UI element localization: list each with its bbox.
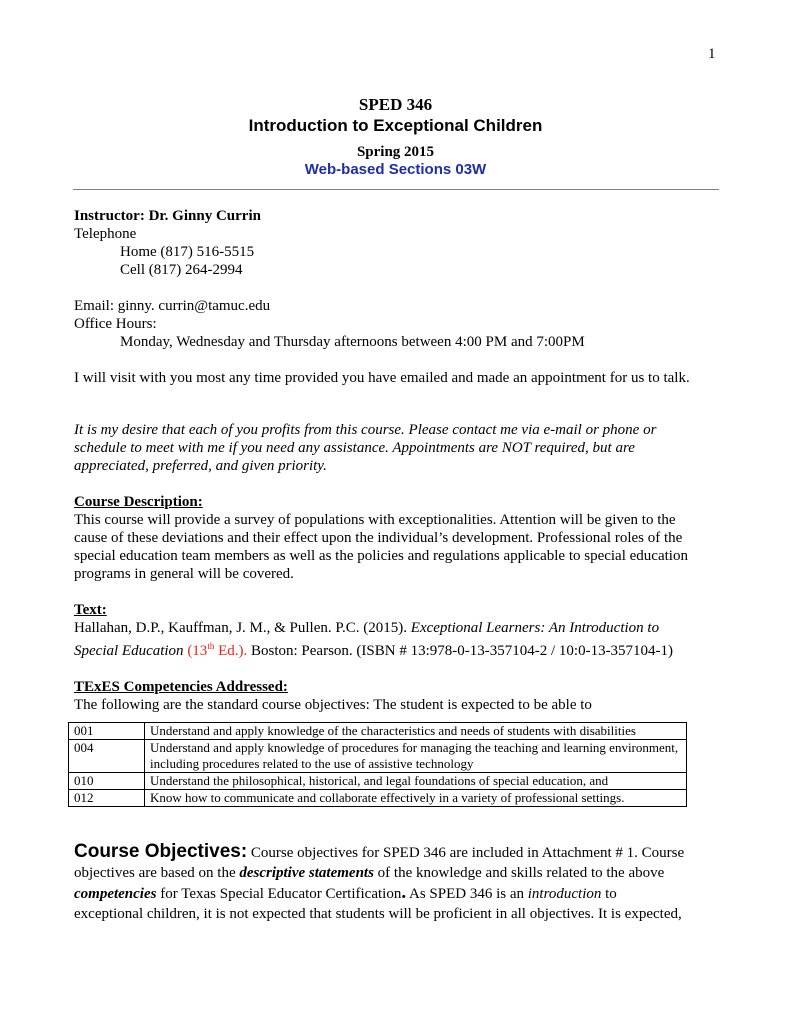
table-row [69, 790, 687, 807]
course-description-line: This course will provide a survey of populations with exceptionalities. Attention will be given to the [74, 512, 676, 528]
descriptive-statements: descriptive statements [239, 865, 374, 881]
competencies-table [68, 722, 687, 807]
table-row [69, 773, 687, 790]
textbook-citation-line-1 [74, 619, 724, 637]
instructor-name: Instructor: Dr. Ginny Currin [74, 208, 261, 224]
semester: Spring 2015 [356, 144, 435, 160]
course-description-line: special education team members as well as the policies and regulations applicable to special education [74, 548, 688, 564]
desire-note-line: schedule to meet with me if you need any assistance. Appointments are NOT required, but are [74, 440, 635, 456]
syllabus-header [0, 95, 791, 179]
page-number: 1 [708, 46, 716, 62]
course-description-heading: Course Description: [74, 494, 203, 510]
competency-code: 004 [69, 740, 145, 773]
competency-text: Understand and apply knowledge of the characteristics and needs of students with disabilities [145, 723, 687, 740]
course-objectives-heading: Course Objectives: [74, 841, 248, 862]
textbook-title-cont: Special Education [74, 643, 184, 659]
cell-phone: Cell (817) 264-2994 [120, 262, 243, 278]
textbook-authors: Hallahan, D.P., Kauffman, J. M., & Pullen. P.C. (2015). [74, 620, 411, 636]
competency-text: Understand the philosophical, historical, and legal foundations of special education, and [145, 773, 687, 790]
desire-note-line: appreciated, preferred, and given priority. [74, 458, 327, 474]
textbook-publisher: Boston: Pearson. (ISBN # 13:978-0-13-357104-2 / 10:0-13-357104-1) [247, 643, 674, 659]
texes-heading: TExES Competencies Addressed: [74, 679, 288, 695]
office-hours-label: Office Hours: [74, 316, 157, 332]
course-code: SPED 346 [358, 95, 433, 114]
competency-code: 010 [69, 773, 145, 790]
desire-note-line: It is my desire that each of you profits from this course. Please contact me via e-mail or phone or [74, 422, 657, 438]
office-hours: Monday, Wednesday and Thursday afternoons between 4:00 PM and 7:00PM [120, 334, 585, 350]
course-objectives: Course Objectives: Course objectives for SPED 346 are included in Attachment # 1. Course objectives are based on the descriptive statements of the knowledge and skills related to the above competencies for Texas Special Educator Certification. As SPED 346 is an introduction to exceptional children, it is not expected that students will be proficient in all objectives. It is expected, [74, 841, 685, 922]
instructor-email: Email: ginny. currin@tamuc.edu [74, 298, 271, 314]
course-description-line: cause of these deviations and their effect upon the individual’s development. Professional roles of the [74, 530, 683, 546]
textbook-edition: (13th Ed.). [187, 641, 248, 659]
text-heading: Text: [74, 602, 107, 618]
home-phone: Home (817) 516-5515 [120, 244, 255, 260]
course-title: Introduction to Exceptional Children [248, 116, 543, 135]
syllabus-body [74, 207, 724, 714]
visit-note: I will visit with you most any time provided you have emailed and made an appointment for us to talk. [74, 370, 690, 386]
competency-code: 001 [69, 723, 145, 740]
texes-intro: The following are the standard course objectives: The student is expected to be able to [74, 697, 592, 713]
textbook-title: Exceptional Learners: An Introduction to [410, 620, 660, 636]
competency-code: 012 [69, 790, 145, 807]
competency-text: Understand and apply knowledge of procedures for managing the teaching and learning environment, including procedures related to the use of assistive technology [145, 740, 687, 773]
textbook-citation-line-2 [74, 637, 724, 660]
header-divider [73, 189, 719, 190]
telephone-label: Telephone [74, 226, 137, 242]
competency-text: Know how to communicate and collaborate effectively in a variety of professional settings. [145, 790, 687, 807]
competencies-term: competencies [74, 886, 157, 902]
table-row [69, 723, 687, 740]
sections-label: Web-based Sections 03W [304, 161, 487, 178]
course-description-line: programs in general will be covered. [74, 566, 294, 582]
table-row [69, 740, 687, 773]
